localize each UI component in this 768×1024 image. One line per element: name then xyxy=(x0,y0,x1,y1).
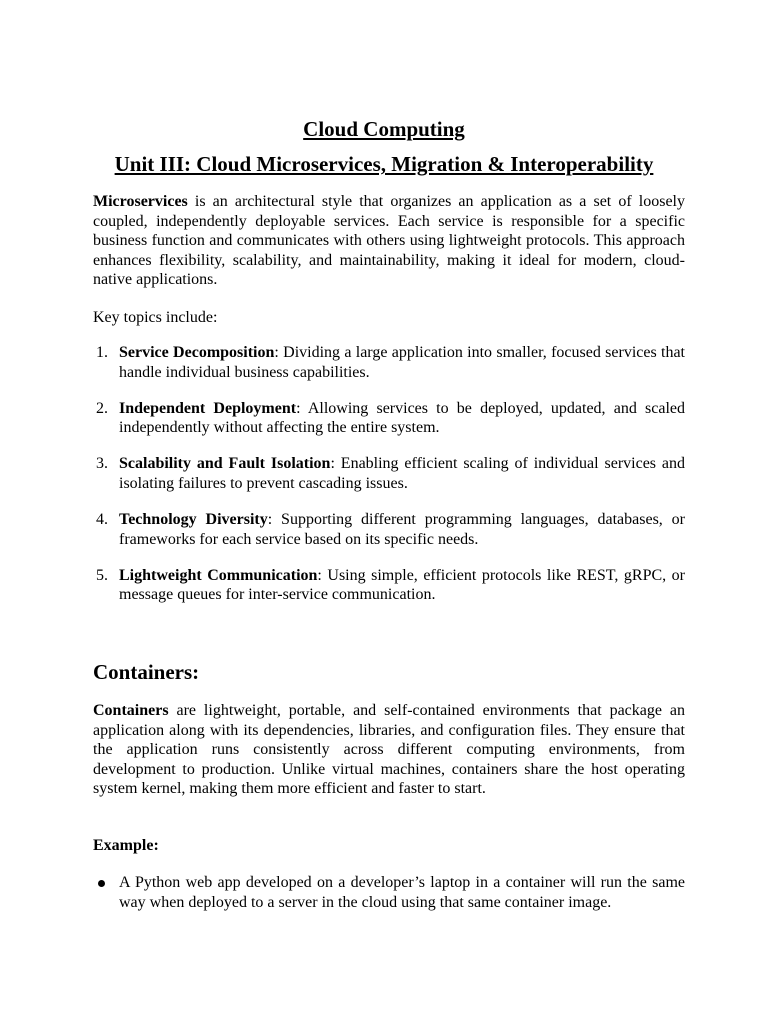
topic-text: : Dividing a large application into smaller, focused services that handle individual business capabilities. xyxy=(119,344,685,381)
topic-term: Service Decomposition xyxy=(119,344,275,361)
unit-title: Unit III: Cloud Microservices, Migration & Interoperability xyxy=(114,152,654,176)
topic-text: : Enabling efficient scaling of individual services and isolating failures to prevent cascading issues. xyxy=(119,455,685,492)
example-text: A Python web app developed on a developer’s laptop in a container will run the same way when deployed to a server in the cloud using that same container image. xyxy=(119,874,685,911)
topic-term: Scalability and Fault Isolation xyxy=(119,455,331,473)
list-item xyxy=(93,343,685,382)
list-number: 4. xyxy=(96,511,108,529)
example-label: Example: xyxy=(93,837,159,854)
list-item xyxy=(93,454,685,493)
topic-term: Technology Diversity xyxy=(119,511,268,529)
topic-text: : Supporting different programming languages, databases, or frameworks for each service based on its specific needs. xyxy=(119,511,685,548)
topic-term: Lightweight Communication xyxy=(119,566,318,584)
containers-heading: Containers: xyxy=(93,660,200,684)
key-topics-list xyxy=(93,343,685,621)
key-topics-intro: Key topics include: xyxy=(93,309,218,326)
containers-text: are lightweight, portable, and self-contained environments that package an application along with its dependencies, libraries, and configuration files. They ensure that the application runs consistently across different computing environments, from development to production. Unlike virtual machines, containers share the host operating system kernel, making them more efficient and faster to start. xyxy=(93,702,685,798)
list-number: 3. xyxy=(96,455,108,473)
list-number: 1. xyxy=(96,344,108,361)
list-item xyxy=(93,510,685,549)
containers-term: Containers xyxy=(93,702,169,719)
topic-text: : Allowing services to be deployed, updated, and scaled independently without affecting the entire system. xyxy=(119,399,685,437)
microservices-text: is an architectural style that organizes an application as a set of loosely coupled, independently deployable services. Each service is responsible for a specific business function and communicates with others using lightweight protocols. This approach enhances flexibility, scalability, and maintainability, making it ideal for modern, cloud-native applications. xyxy=(93,193,685,289)
list-item xyxy=(93,399,685,438)
topic-text: : Using simple, efficient protocols like REST, gRPC, or message queues for inter-service communication. xyxy=(119,566,685,604)
list-item xyxy=(93,566,685,605)
microservices-paragraph xyxy=(93,192,685,290)
containers-paragraph xyxy=(93,701,685,799)
microservices-term: Microservices xyxy=(93,193,188,210)
list-number: 5. xyxy=(96,566,108,584)
list-number: 2. xyxy=(96,399,108,417)
list-item xyxy=(93,873,685,912)
topic-term: Independent Deployment xyxy=(119,399,297,417)
bullet-icon xyxy=(98,880,105,887)
document-title: Cloud Computing xyxy=(303,117,465,141)
example-list xyxy=(93,873,685,912)
